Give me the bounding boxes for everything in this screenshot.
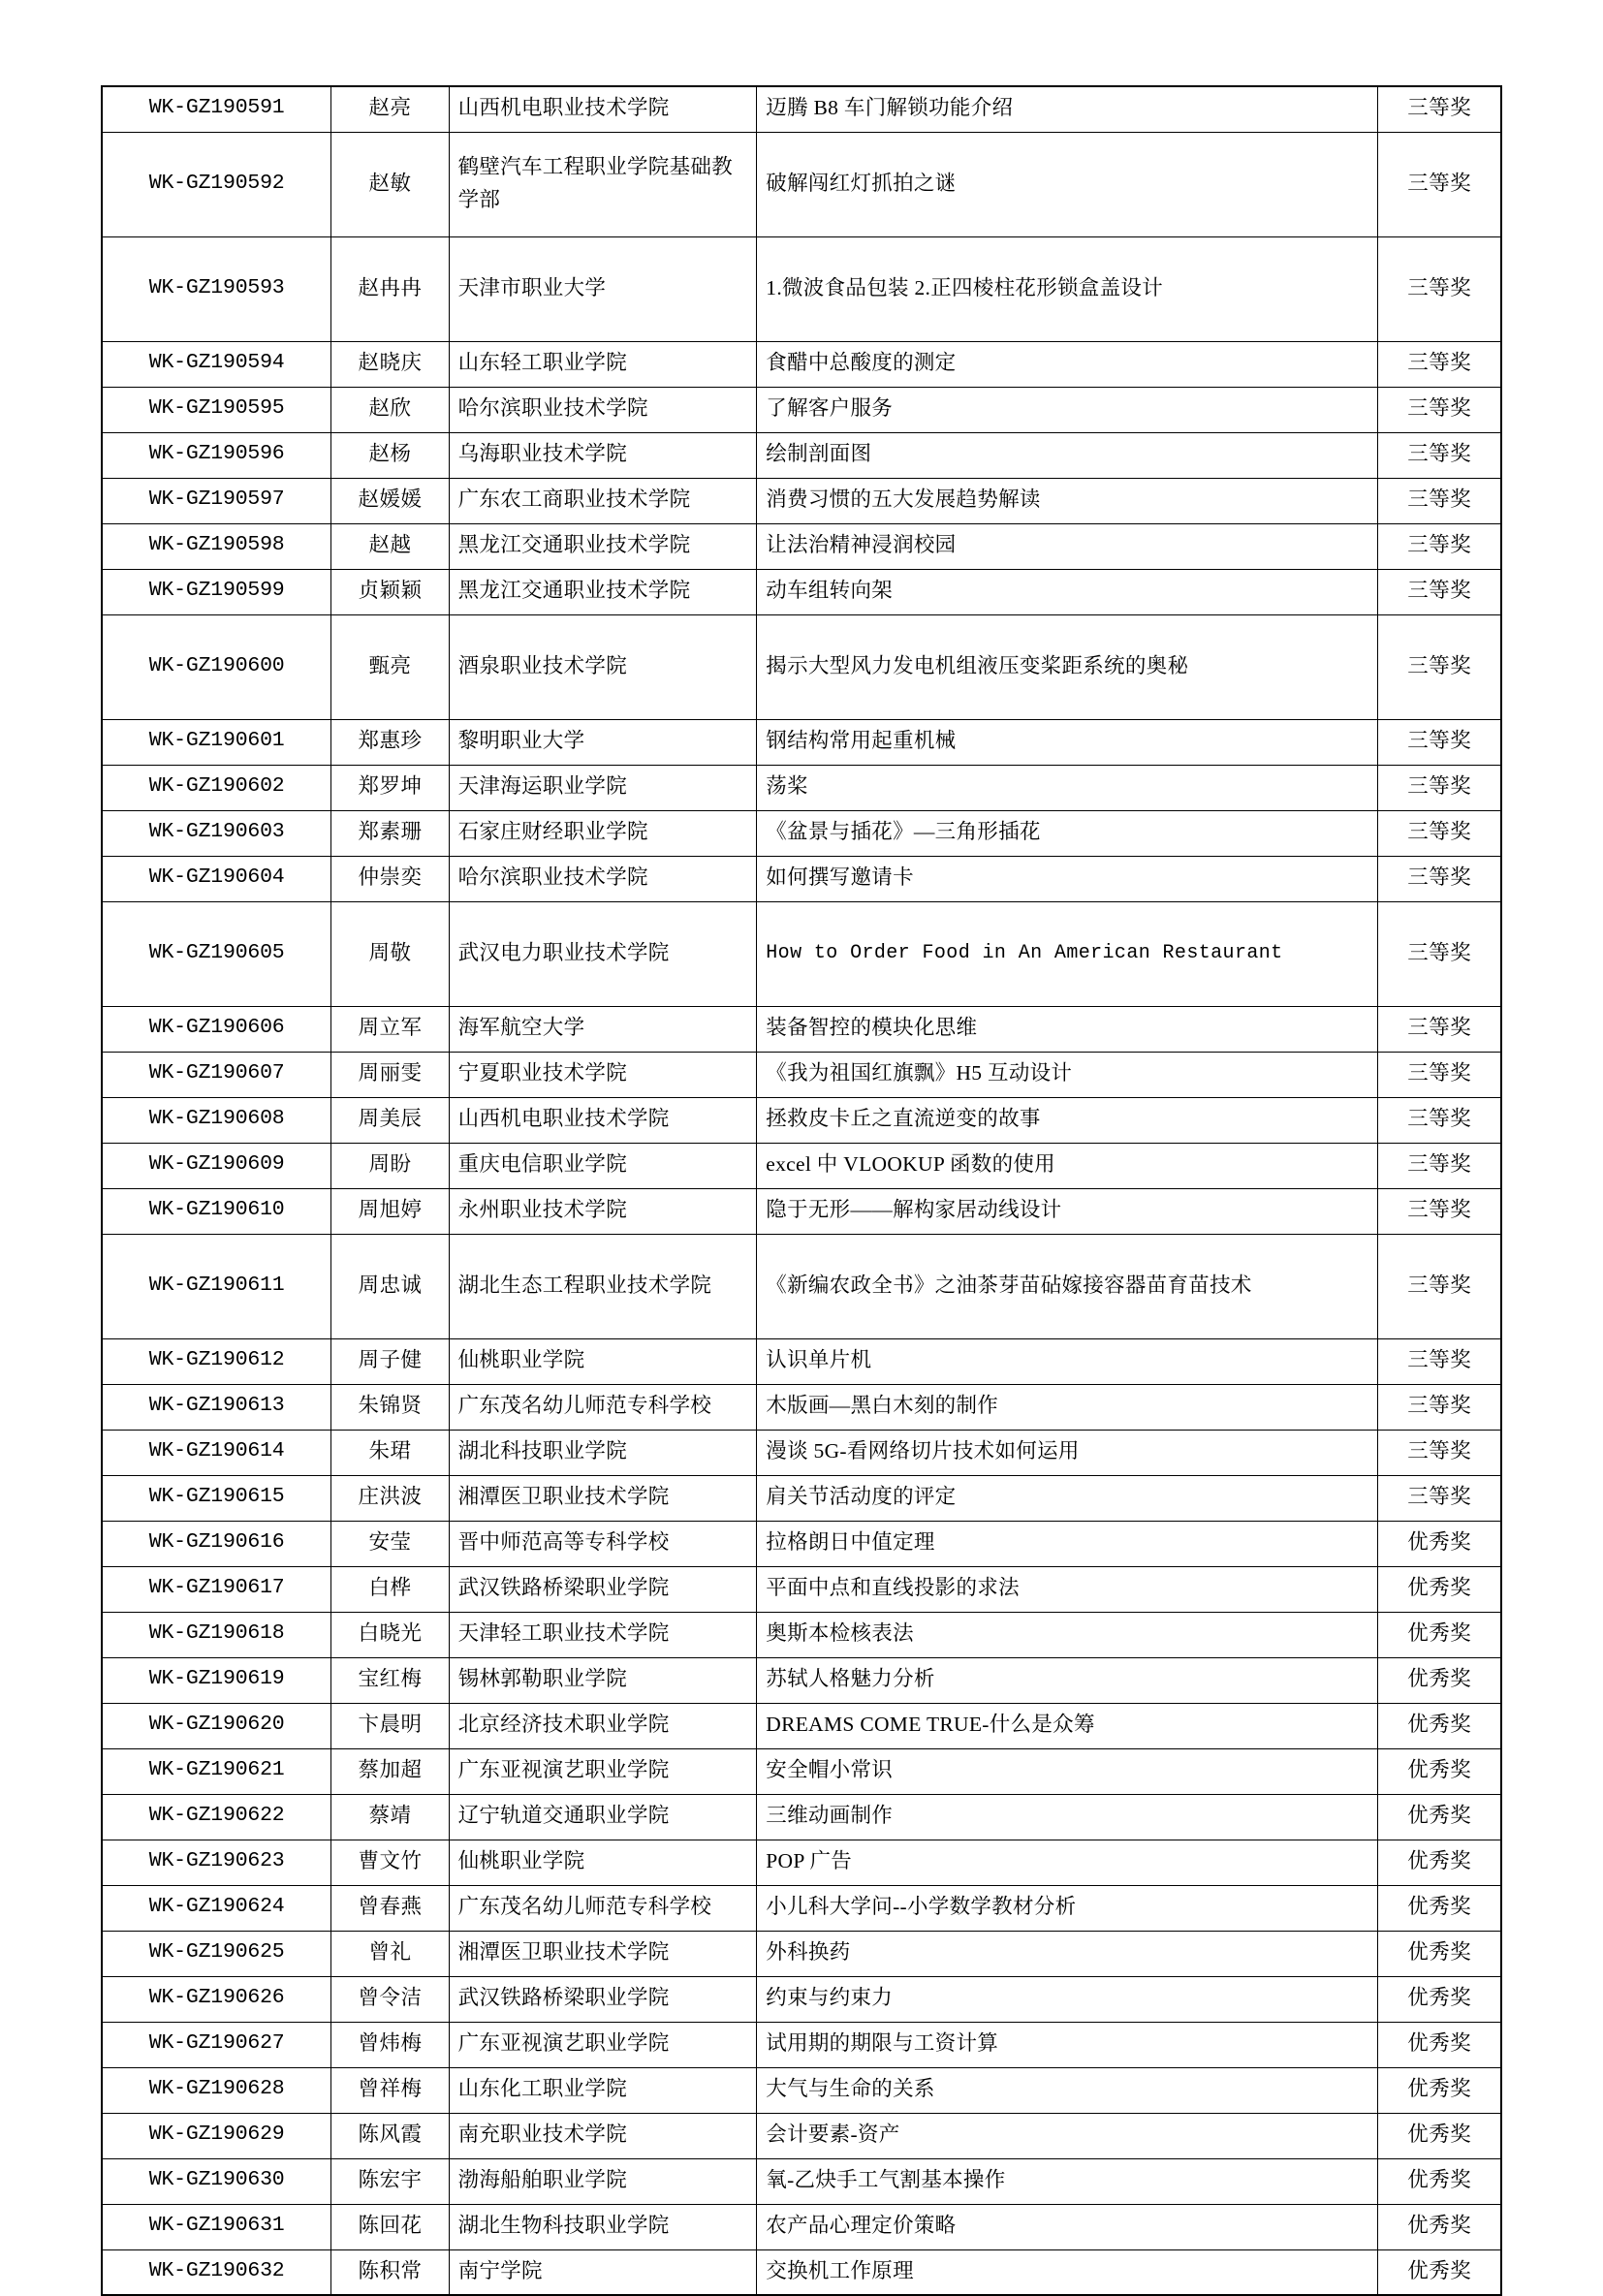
participant-name-cell: 赵敏	[331, 132, 449, 236]
entry-code-cell: WK-GZ190618	[102, 1612, 331, 1657]
award-level-cell: 三等奖	[1378, 1475, 1501, 1521]
entry-code-cell: WK-GZ190632	[102, 2249, 331, 2295]
school-name-cell: 锡林郭勒职业学院	[449, 1657, 757, 1703]
work-title-cell: 苏轼人格魅力分析	[757, 1657, 1378, 1703]
entry-code-cell: WK-GZ190630	[102, 2158, 331, 2204]
table-row	[102, 1521, 1501, 1566]
table-row	[102, 1885, 1501, 1931]
school-name-cell: 南充职业技术学院	[449, 2113, 757, 2158]
table-row	[102, 2249, 1501, 2295]
work-title-cell: 会计要素-资产	[757, 2113, 1378, 2158]
school-name-cell: 黑龙江交通职业技术学院	[449, 569, 757, 614]
school-name-cell: 广东亚视演艺职业学院	[449, 2022, 757, 2067]
award-level-cell: 优秀奖	[1378, 1566, 1501, 1612]
award-level-cell: 优秀奖	[1378, 2204, 1501, 2249]
table-row	[102, 2067, 1501, 2113]
table-row	[102, 86, 1501, 132]
work-title-cell: 试用期的期限与工资计算	[757, 2022, 1378, 2067]
participant-name-cell: 蔡靖	[331, 1794, 449, 1840]
award-level-cell: 三等奖	[1378, 765, 1501, 810]
school-name-cell: 渤海船舶职业学院	[449, 2158, 757, 2204]
award-level-cell: 优秀奖	[1378, 1885, 1501, 1931]
school-name-cell: 山东轻工职业学院	[449, 341, 757, 387]
entry-code-cell: WK-GZ190628	[102, 2067, 331, 2113]
participant-name-cell: 陈回花	[331, 2204, 449, 2249]
participant-name-cell: 赵欣	[331, 387, 449, 432]
school-name-cell: 乌海职业技术学院	[449, 432, 757, 478]
table-row	[102, 1006, 1501, 1052]
table-row	[102, 1566, 1501, 1612]
school-name-cell: 山西机电职业技术学院	[449, 86, 757, 132]
entry-code-cell: WK-GZ190598	[102, 523, 331, 569]
participant-name-cell: 周盼	[331, 1143, 449, 1188]
school-name-cell: 黎明职业大学	[449, 719, 757, 765]
table-row	[102, 1840, 1501, 1885]
award-level-cell: 三等奖	[1378, 810, 1501, 856]
participant-name-cell: 仲崇奕	[331, 856, 449, 901]
table-row	[102, 1234, 1501, 1338]
work-title-cell: 约束与约束力	[757, 1976, 1378, 2022]
table-row	[102, 387, 1501, 432]
work-title-cell: 钢结构常用起重机械	[757, 719, 1378, 765]
table-row	[102, 810, 1501, 856]
school-name-cell: 南宁学院	[449, 2249, 757, 2295]
work-title-cell: 食醋中总酸度的测定	[757, 341, 1378, 387]
participant-name-cell: 周敬	[331, 901, 449, 1006]
table-row	[102, 719, 1501, 765]
work-title-cell: excel 中 VLOOKUP 函数的使用	[757, 1143, 1378, 1188]
participant-name-cell: 白晓光	[331, 1612, 449, 1657]
participant-name-cell: 曹文竹	[331, 1840, 449, 1885]
participant-name-cell: 陈风霞	[331, 2113, 449, 2158]
award-level-cell: 三等奖	[1378, 387, 1501, 432]
entry-code-cell: WK-GZ190627	[102, 2022, 331, 2067]
entry-code-cell: WK-GZ190592	[102, 132, 331, 236]
entry-code-cell: WK-GZ190617	[102, 1566, 331, 1612]
award-level-cell: 三等奖	[1378, 856, 1501, 901]
table-row	[102, 901, 1501, 1006]
entry-code-cell: WK-GZ190594	[102, 341, 331, 387]
school-name-cell: 天津市职业大学	[449, 236, 757, 341]
award-level-cell: 优秀奖	[1378, 1748, 1501, 1794]
participant-name-cell: 赵杨	[331, 432, 449, 478]
award-level-cell: 三等奖	[1378, 719, 1501, 765]
participant-name-cell: 朱珺	[331, 1430, 449, 1475]
award-level-cell: 优秀奖	[1378, 2158, 1501, 2204]
award-level-cell: 优秀奖	[1378, 1657, 1501, 1703]
school-name-cell: 武汉铁路桥梁职业学院	[449, 1976, 757, 2022]
participant-name-cell: 曾令洁	[331, 1976, 449, 2022]
entry-code-cell: WK-GZ190622	[102, 1794, 331, 1840]
participant-name-cell: 周美辰	[331, 1097, 449, 1143]
entry-code-cell: WK-GZ190612	[102, 1338, 331, 1384]
work-title-cell: How to Order Food in An American Restaurant	[757, 901, 1378, 1006]
entry-code-cell: WK-GZ190624	[102, 1885, 331, 1931]
school-name-cell: 哈尔滨职业技术学院	[449, 856, 757, 901]
award-level-cell: 三等奖	[1378, 1143, 1501, 1188]
table-row	[102, 1143, 1501, 1188]
participant-name-cell: 郑素珊	[331, 810, 449, 856]
table-row	[102, 2204, 1501, 2249]
participant-name-cell: 赵媛媛	[331, 478, 449, 523]
award-level-cell: 优秀奖	[1378, 1931, 1501, 1976]
table-row	[102, 1748, 1501, 1794]
award-level-cell: 三等奖	[1378, 1234, 1501, 1338]
award-level-cell: 三等奖	[1378, 432, 1501, 478]
entry-code-cell: WK-GZ190629	[102, 2113, 331, 2158]
school-name-cell: 石家庄财经职业学院	[449, 810, 757, 856]
award-level-cell: 优秀奖	[1378, 2249, 1501, 2295]
school-name-cell: 广东农工商职业技术学院	[449, 478, 757, 523]
award-level-cell: 三等奖	[1378, 1188, 1501, 1234]
school-name-cell: 酒泉职业技术学院	[449, 614, 757, 719]
table-row	[102, 614, 1501, 719]
work-title-cell: 交换机工作原理	[757, 2249, 1378, 2295]
entry-code-cell: WK-GZ190609	[102, 1143, 331, 1188]
table-row	[102, 1188, 1501, 1234]
participant-name-cell: 郑罗坤	[331, 765, 449, 810]
work-title-cell: 荡桨	[757, 765, 1378, 810]
award-level-cell: 三等奖	[1378, 132, 1501, 236]
entry-code-cell: WK-GZ190610	[102, 1188, 331, 1234]
work-title-cell: DREAMS COME TRUE-什么是众筹	[757, 1703, 1378, 1748]
entry-code-cell: WK-GZ190615	[102, 1475, 331, 1521]
work-title-cell: 了解客户服务	[757, 387, 1378, 432]
school-name-cell: 仙桃职业学院	[449, 1840, 757, 1885]
table-row	[102, 765, 1501, 810]
participant-name-cell: 卞晨明	[331, 1703, 449, 1748]
school-name-cell: 鹤壁汽车工程职业学院基础教学部	[449, 132, 757, 236]
entry-code-cell: WK-GZ190613	[102, 1384, 331, 1430]
entry-code-cell: WK-GZ190608	[102, 1097, 331, 1143]
work-title-cell: 安全帽小常识	[757, 1748, 1378, 1794]
table-row	[102, 132, 1501, 236]
entry-code-cell: WK-GZ190607	[102, 1052, 331, 1097]
work-title-cell: 氧-乙炔手工气割基本操作	[757, 2158, 1378, 2204]
award-level-cell: 三等奖	[1378, 1338, 1501, 1384]
participant-name-cell: 周丽雯	[331, 1052, 449, 1097]
award-level-cell: 优秀奖	[1378, 1976, 1501, 2022]
school-name-cell: 湘潭医卫职业技术学院	[449, 1475, 757, 1521]
entry-code-cell: WK-GZ190620	[102, 1703, 331, 1748]
school-name-cell: 辽宁轨道交通职业学院	[449, 1794, 757, 1840]
school-name-cell: 武汉电力职业技术学院	[449, 901, 757, 1006]
table-row	[102, 523, 1501, 569]
table-row	[102, 2022, 1501, 2067]
school-name-cell: 哈尔滨职业技术学院	[449, 387, 757, 432]
work-title-cell: 大气与生命的关系	[757, 2067, 1378, 2113]
entry-code-cell: WK-GZ190601	[102, 719, 331, 765]
participant-name-cell: 朱锦贤	[331, 1384, 449, 1430]
entry-code-cell: WK-GZ190611	[102, 1234, 331, 1338]
school-name-cell: 宁夏职业技术学院	[449, 1052, 757, 1097]
award-level-cell: 优秀奖	[1378, 1840, 1501, 1885]
table-row	[102, 341, 1501, 387]
table-row	[102, 1657, 1501, 1703]
school-name-cell: 永州职业技术学院	[449, 1188, 757, 1234]
table-row	[102, 1338, 1501, 1384]
entry-code-cell: WK-GZ190591	[102, 86, 331, 132]
table-row	[102, 1794, 1501, 1840]
participant-name-cell: 赵亮	[331, 86, 449, 132]
school-name-cell: 湖北生物科技职业学院	[449, 2204, 757, 2249]
award-level-cell: 三等奖	[1378, 614, 1501, 719]
table-row	[102, 1052, 1501, 1097]
table-row	[102, 1430, 1501, 1475]
work-title-cell: 《我为祖国红旗飘》H5 互动设计	[757, 1052, 1378, 1097]
award-level-cell: 三等奖	[1378, 478, 1501, 523]
award-level-cell: 三等奖	[1378, 1052, 1501, 1097]
school-name-cell: 北京经济技术职业学院	[449, 1703, 757, 1748]
school-name-cell: 晋中师范高等专科学校	[449, 1521, 757, 1566]
school-name-cell: 广东茂名幼儿师范专科学校	[449, 1885, 757, 1931]
award-level-cell: 三等奖	[1378, 523, 1501, 569]
work-title-cell: 装备智控的模块化思维	[757, 1006, 1378, 1052]
school-name-cell: 湖北生态工程职业技术学院	[449, 1234, 757, 1338]
participant-name-cell: 曾炜梅	[331, 2022, 449, 2067]
participant-name-cell: 陈积常	[331, 2249, 449, 2295]
award-level-cell: 三等奖	[1378, 341, 1501, 387]
entry-code-cell: WK-GZ190596	[102, 432, 331, 478]
participant-name-cell: 蔡加超	[331, 1748, 449, 1794]
award-level-cell: 优秀奖	[1378, 1703, 1501, 1748]
work-title-cell: 漫谈 5G-看网络切片技术如何运用	[757, 1430, 1378, 1475]
participant-name-cell: 贞颖颖	[331, 569, 449, 614]
table-row	[102, 1384, 1501, 1430]
work-title-cell: 破解闯红灯抓拍之谜	[757, 132, 1378, 236]
participant-name-cell: 赵晓庆	[331, 341, 449, 387]
table-row	[102, 856, 1501, 901]
entry-code-cell: WK-GZ190616	[102, 1521, 331, 1566]
work-title-cell: 农产品心理定价策略	[757, 2204, 1378, 2249]
work-title-cell: 三维动画制作	[757, 1794, 1378, 1840]
participant-name-cell: 曾祥梅	[331, 2067, 449, 2113]
award-level-cell: 三等奖	[1378, 569, 1501, 614]
participant-name-cell: 周子健	[331, 1338, 449, 1384]
work-title-cell: 平面中点和直线投影的求法	[757, 1566, 1378, 1612]
work-title-cell: 肩关节活动度的评定	[757, 1475, 1378, 1521]
participant-name-cell: 白桦	[331, 1566, 449, 1612]
participant-name-cell: 甄亮	[331, 614, 449, 719]
work-title-cell: 1.微波食品包装 2.正四棱柱花形锁盒盖设计	[757, 236, 1378, 341]
work-title-cell: 木版画—黑白木刻的制作	[757, 1384, 1378, 1430]
work-title-cell: POP 广告	[757, 1840, 1378, 1885]
entry-code-cell: WK-GZ190600	[102, 614, 331, 719]
participant-name-cell: 周忠诚	[331, 1234, 449, 1338]
school-name-cell: 广东茂名幼儿师范专科学校	[449, 1384, 757, 1430]
entry-code-cell: WK-GZ190593	[102, 236, 331, 341]
entry-code-cell: WK-GZ190631	[102, 2204, 331, 2249]
award-level-cell: 三等奖	[1378, 236, 1501, 341]
table-row	[102, 432, 1501, 478]
school-name-cell: 湖北科技职业学院	[449, 1430, 757, 1475]
participant-name-cell: 陈宏宇	[331, 2158, 449, 2204]
school-name-cell: 重庆电信职业学院	[449, 1143, 757, 1188]
entry-code-cell: WK-GZ190604	[102, 856, 331, 901]
award-level-cell: 优秀奖	[1378, 1612, 1501, 1657]
participant-name-cell: 赵冉冉	[331, 236, 449, 341]
entry-code-cell: WK-GZ190626	[102, 1976, 331, 2022]
award-level-cell: 三等奖	[1378, 1006, 1501, 1052]
award-level-cell: 优秀奖	[1378, 2022, 1501, 2067]
participant-name-cell: 曾礼	[331, 1931, 449, 1976]
work-title-cell: 《盆景与插花》—三角形插花	[757, 810, 1378, 856]
entry-code-cell: WK-GZ190597	[102, 478, 331, 523]
work-title-cell: 让法治精神浸润校园	[757, 523, 1378, 569]
participant-name-cell: 赵越	[331, 523, 449, 569]
participant-name-cell: 周立军	[331, 1006, 449, 1052]
school-name-cell: 广东亚视演艺职业学院	[449, 1748, 757, 1794]
school-name-cell: 天津轻工职业技术学院	[449, 1612, 757, 1657]
work-title-cell: 拯救皮卡丘之直流逆变的故事	[757, 1097, 1378, 1143]
table-row	[102, 478, 1501, 523]
award-level-cell: 优秀奖	[1378, 1521, 1501, 1566]
table-row	[102, 236, 1501, 341]
entry-code-cell: WK-GZ190605	[102, 901, 331, 1006]
table-row	[102, 1612, 1501, 1657]
school-name-cell: 山西机电职业技术学院	[449, 1097, 757, 1143]
entry-code-cell: WK-GZ190625	[102, 1931, 331, 1976]
work-title-cell: 迈腾 B8 车门解锁功能介绍	[757, 86, 1378, 132]
school-name-cell: 山东化工职业学院	[449, 2067, 757, 2113]
entry-code-cell: WK-GZ190603	[102, 810, 331, 856]
table-row	[102, 1097, 1501, 1143]
work-title-cell: 揭示大型风力发电机组液压变桨距系统的奥秘	[757, 614, 1378, 719]
award-level-cell: 三等奖	[1378, 1384, 1501, 1430]
award-level-cell: 三等奖	[1378, 1097, 1501, 1143]
participant-name-cell: 周旭婷	[331, 1188, 449, 1234]
work-title-cell: 《新编农政全书》之油茶芽苗砧嫁接容器苗育苗技术	[757, 1234, 1378, 1338]
participant-name-cell: 安莹	[331, 1521, 449, 1566]
work-title-cell: 奥斯本检核表法	[757, 1612, 1378, 1657]
work-title-cell: 动车组转向架	[757, 569, 1378, 614]
table-row	[102, 1703, 1501, 1748]
school-name-cell: 湘潭医卫职业技术学院	[449, 1931, 757, 1976]
award-level-cell: 优秀奖	[1378, 2113, 1501, 2158]
work-title-cell: 消费习惯的五大发展趋势解读	[757, 478, 1378, 523]
work-title-cell: 如何撰写邀请卡	[757, 856, 1378, 901]
entry-code-cell: WK-GZ190595	[102, 387, 331, 432]
entry-code-cell: WK-GZ190623	[102, 1840, 331, 1885]
table-row	[102, 2158, 1501, 2204]
school-name-cell: 天津海运职业学院	[449, 765, 757, 810]
entry-code-cell: WK-GZ190599	[102, 569, 331, 614]
table-row	[102, 569, 1501, 614]
award-level-cell: 三等奖	[1378, 1430, 1501, 1475]
table-row	[102, 2113, 1501, 2158]
work-title-cell: 认识单片机	[757, 1338, 1378, 1384]
participant-name-cell: 宝红梅	[331, 1657, 449, 1703]
entry-code-cell: WK-GZ190606	[102, 1006, 331, 1052]
work-title-cell: 拉格朗日中值定理	[757, 1521, 1378, 1566]
entry-code-cell: WK-GZ190619	[102, 1657, 331, 1703]
entry-code-cell: WK-GZ190602	[102, 765, 331, 810]
work-title-cell: 外科换药	[757, 1931, 1378, 1976]
table-row	[102, 1976, 1501, 2022]
work-title-cell: 隐于无形——解构家居动线设计	[757, 1188, 1378, 1234]
participant-name-cell: 郑惠珍	[331, 719, 449, 765]
participant-name-cell: 庄洪波	[331, 1475, 449, 1521]
award-list-table	[101, 85, 1502, 2296]
entry-code-cell: WK-GZ190614	[102, 1430, 331, 1475]
award-table-body	[102, 86, 1501, 2295]
school-name-cell: 海军航空大学	[449, 1006, 757, 1052]
school-name-cell: 仙桃职业学院	[449, 1338, 757, 1384]
participant-name-cell: 曾春燕	[331, 1885, 449, 1931]
award-level-cell: 三等奖	[1378, 86, 1501, 132]
work-title-cell: 绘制剖面图	[757, 432, 1378, 478]
entry-code-cell: WK-GZ190621	[102, 1748, 331, 1794]
school-name-cell: 武汉铁路桥梁职业学院	[449, 1566, 757, 1612]
award-level-cell: 三等奖	[1378, 901, 1501, 1006]
work-title-cell: 小儿科大学问--小学数学教材分析	[757, 1885, 1378, 1931]
award-level-cell: 优秀奖	[1378, 1794, 1501, 1840]
award-level-cell: 优秀奖	[1378, 2067, 1501, 2113]
school-name-cell: 黑龙江交通职业技术学院	[449, 523, 757, 569]
table-row	[102, 1931, 1501, 1976]
table-row	[102, 1475, 1501, 1521]
